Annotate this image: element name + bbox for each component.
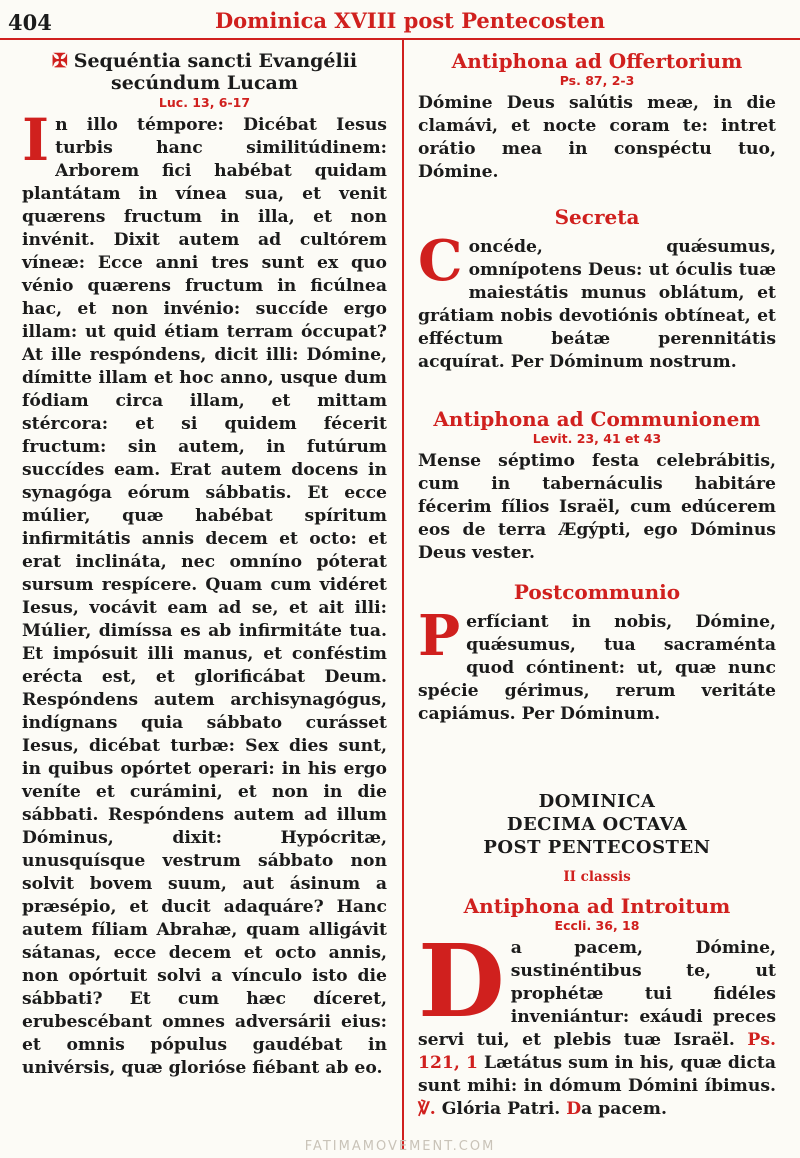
left-column <box>22 50 387 1080</box>
communion-text: Mense séptimo festa celebrábitis, cum in tabernáculis habitáre fécerim fílios Israël, cum edúcerem eos de terra Ægýpti, ego Dóminus Deus vester. <box>418 451 776 563</box>
versicle-symbol: ℣. <box>418 1099 436 1119</box>
gospel-text: In illo témpore: Dicébat Iesus turbis hanc similitúdinem: Arborem fici habébat quidam plantátam in vínea sua, et venit quærens fructum in illa, et non invénit. Dixit autem ad cultórem víneæ: Ecce anni tres sunt ex quo vénio quærens fructum in ficúlnea hac, et non invénio: succíde ergo illam: ut quid étiam terram óccupat? At ille respóndens, dicit illi: Dómine, dímitte illam et hoc anno, usque dum fódiam circa illam, et mittam stércora: et si quidem fécerit fructum: sin autem, in futúrum succídes eam. Erat autem docens in synagóga eórum sábbatis. Et ecce múlier, quæ habébat spíritum infirmitátis annis decem et octo: et erat inclináta, nec omníno póterat sursum respícere. Quam cum vidéret Iesus, vocávit eam ad se, et ait illi: Múlier, dimíssa es ab infirmitáte tua. Et impósuit illi manus, et conféstim erécta est, et glorificábat Deum. Respóndens autem archisynagógus, indígnans quia sábbato curásset Iesus, dicébat turbæ: Sex dies sunt, in quibus opórtet operari: in his ergo veníte et curámini, et non in die sábbati. Respóndens autem ad illum Dóminus, dixit: Hypócritæ, unusquísque vestrum sábbato non solvit bovem suum, aut ásinum a præsépio, et ducit adaquáre? Hanc autem fíliam Abrahæ, quam alligávit sátanas, ecce decem et octo annis, non opórtuit solvi a vínculo isto die sábbati? Et cum hæc díceret, erubescébant omnes adversárii eius: et omnis pópulus gaudébat in univérsis, quæ glorióse fiébant ab eo. <box>22 106 387 1078</box>
header-rule <box>0 38 800 40</box>
right-column <box>418 50 776 1121</box>
column-divider <box>402 40 404 1150</box>
watermark: FATIMAMOVEMENT.COM <box>304 1139 496 1154</box>
gospel-initial: I <box>22 106 50 174</box>
communion-reference: Levit. 23, 41 et 43 <box>532 431 662 446</box>
secret-title: Secreta <box>554 205 640 229</box>
gospel-title: ✠ Sequéntia sancti Evangélii secúndum Lucam <box>51 50 358 94</box>
postcommunion-title: Postcommunio <box>513 580 681 604</box>
running-title: Dominica XVIII post Pentecosten <box>214 8 606 33</box>
postcommunion-initial: P <box>418 603 461 669</box>
communion-title: Antiphona ad Communionem <box>433 407 761 431</box>
secret-initial: C <box>418 228 463 294</box>
page-header <box>0 0 800 40</box>
repeat-initial: D <box>566 1099 582 1119</box>
class-label: II classis <box>563 869 631 885</box>
introit-initial: D <box>418 922 505 1040</box>
introit-title: Antiphona ad Introitum <box>463 894 731 918</box>
postcommunion-text: Perfíciant in nobis, Dómine, quǽsumus, tua sacraménta quod cóntinent: ut, quæ nunc spécie gérimus, rerum veritáte capiámus. Per Dóminum. <box>418 603 776 724</box>
introit-reference: Eccli. 36, 18 <box>554 918 640 933</box>
gospel-reference: Luc. 13, 6-17 <box>158 95 251 110</box>
page-number: 404 <box>8 10 52 35</box>
psalm-reference: Ps. 121, 1 <box>418 1030 777 1073</box>
offertory-reference: Ps. 87, 2-3 <box>559 73 635 88</box>
secret-text: Concéde, quǽsumus, omnípotens Deus: ut óculis tuæ maiestátis munus oblátum, et grátiam nobis devotiónis obtíneat, et efféctum beátæ perennitátis acquírat. Per Dóminum nostrum. <box>418 228 776 372</box>
cross-icon: ✠ <box>51 50 68 72</box>
sunday-title: DOMINICA DECIMA OCTAVA POST PENTECOSTEN <box>483 791 711 858</box>
offertory-title: Antiphona ad Offertorium <box>451 49 743 73</box>
offertory-text: Dómine Deus salútis meæ, in die clamávi, et nocte coram te: intret orátio mea in conspéctu tuo, Dómine. <box>418 93 776 182</box>
introit-text: Da pacem, Dómine, sustinéntibus te, ut prophétæ tui fidéles inveniántur: exáudi preces servi tui, et plebis tuæ Israël. Ps. 121, 1 Lætátus sum in his, quæ dicta sunt mihi: in dómum Dómini íbimus. ℣. Glória Patri. Da pacem. <box>418 922 777 1119</box>
